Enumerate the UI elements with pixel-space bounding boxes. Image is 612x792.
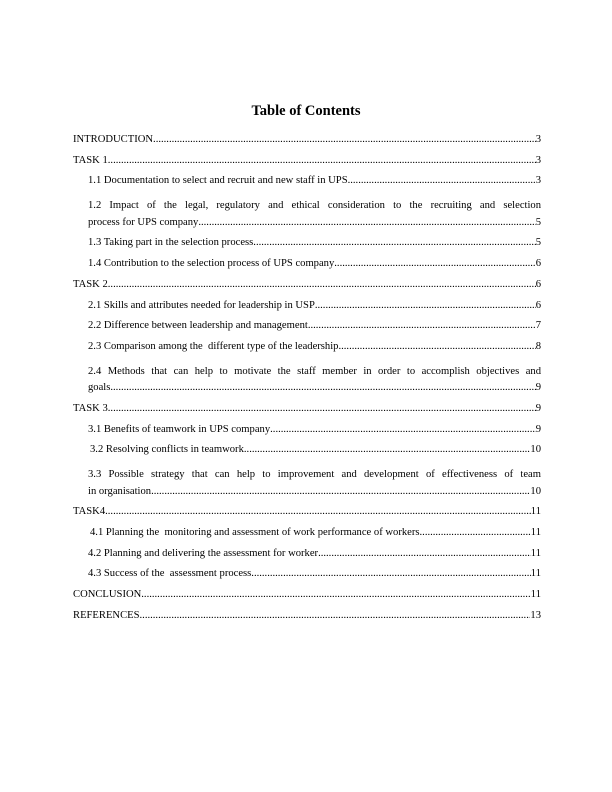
table-of-contents [73,134,541,631]
toc-page-number: 13 [530,609,541,621]
toc-page-number: 10 [530,444,541,456]
toc-entry-4-1[interactable] [73,527,541,548]
toc-entry-text: 2.1 Skills and attributes needed for leadership in USP [88,299,315,311]
toc-entry-text: 2.2 Difference between leadership and management [88,320,308,332]
dot-leader [108,279,536,290]
toc-entry-text: INTRODUCTION [73,134,154,145]
toc-entry-text: REFERENCES [73,609,140,621]
dot-leader [141,589,531,600]
toc-entry-text: 3.1 Benefits of teamwork in UPS company [88,423,271,435]
toc-entry-3-1[interactable] [73,424,541,445]
toc-entry-text: 1.3 Taking part in the selection process [88,237,254,249]
toc-page-number: 11 [530,547,541,559]
toc-page-number: 6 [535,278,541,290]
toc-page-number: 5 [535,237,541,249]
dot-leader [251,568,531,579]
toc-entry-text-line1: 2.4 Methods that can help to motivate the staff member in order to accomplish objectives and [88,365,541,377]
toc-page-number: 11 [530,568,541,580]
toc-entry-task4[interactable] [73,506,541,527]
dot-leader [198,217,535,228]
toc-entry-2-1[interactable] [73,300,541,321]
dot-leader [151,486,530,497]
toc-entry-3-3[interactable] [73,465,541,506]
toc-entry-text: CONCLUSION [73,589,142,601]
dot-leader [244,444,531,455]
dot-leader [348,175,536,186]
toc-page-number: 3 [535,154,541,166]
toc-entry-text: 1.4 Contribution to the selection process of UPS company [88,258,335,270]
toc-page-number: 3 [535,175,541,187]
toc-entry-3-2[interactable] [73,444,541,465]
toc-entry-text: 3.2 Resolving conflicts in teamwork [90,444,244,456]
toc-entry-1-1[interactable] [73,175,541,196]
dot-leader [140,610,531,621]
toc-entry-1-2[interactable] [73,196,541,237]
toc-page-number: 7 [535,320,541,332]
toc-entry-text: TASK 2 [73,278,108,290]
toc-entry-1-3[interactable] [73,237,541,258]
toc-entry-text-line2: in organisation [88,485,152,497]
toc-entry-text: 1.1 Documentation to select and recruit and new staff in UPS [88,175,348,187]
dot-leader [110,382,535,393]
toc-page-number: 8 [535,340,541,352]
toc-page-number: 11 [530,527,541,539]
toc-entry-4-2[interactable] [73,548,541,569]
toc-entry-text-line1: 3.3 Possible strategy that can help to improvement and development of effectiveness of team [88,469,541,480]
toc-entry-2-3[interactable] [73,341,541,362]
toc-page-number: 3 [535,134,541,145]
dot-leader [338,341,535,352]
toc-entry-text-line1: 1.2 Impact of the legal, regulatory and ethical consideration to the recruiting and selection [88,200,541,212]
toc-page-number: 11 [530,589,541,601]
toc-entry-task1[interactable] [73,155,541,176]
toc-entry-text: TASK 1 [73,154,108,166]
toc-page-number: 9 [535,382,541,394]
toc-page-number: 9 [535,423,541,435]
dot-leader [420,527,531,538]
toc-entry-text-line2: goals [88,382,111,394]
dot-leader [308,320,536,331]
toc-entry-references[interactable] [73,610,541,631]
toc-page-number: 9 [535,402,541,414]
dot-leader [315,300,536,311]
toc-entry-text-line2: process for UPS company [88,216,199,228]
toc-entry-2-4[interactable] [73,362,541,403]
toc-page-number: 10 [530,485,541,497]
dot-leader [318,548,531,559]
toc-entry-text: TASK 3 [73,402,108,414]
dot-leader [105,506,531,517]
toc-entry-text: 4.1 Planning the monitoring and assessment of work performance of workers [90,527,420,539]
dot-leader [108,403,536,414]
toc-entry-1-4[interactable] [73,258,541,279]
dot-leader [253,237,535,248]
toc-entry-text: 2.3 Comparison among the different type of the leadership [88,340,339,352]
dot-leader [270,424,536,435]
toc-entry-4-3[interactable] [73,568,541,589]
toc-entry-task3[interactable] [73,403,541,424]
toc-entry-conclusion[interactable] [73,589,541,610]
toc-page-number: 6 [535,299,541,311]
toc-entry-task2[interactable] [73,279,541,300]
toc-page-number: 5 [535,216,541,228]
dot-leader [334,258,535,269]
toc-entry-text: 4.2 Planning and delivering the assessment for worker [88,547,319,559]
toc-page-number: 6 [535,258,541,270]
toc-title: Table of Contents [251,103,361,119]
toc-page-number: 11 [530,506,541,518]
toc-entry-introduction[interactable] [73,134,541,155]
toc-entry-text: TASK4 [73,506,106,518]
toc-entry-text: 4.3 Success of the assessment process [88,568,252,580]
toc-entry-2-2[interactable] [73,320,541,341]
dot-leader [153,134,536,145]
dot-leader [108,155,536,166]
